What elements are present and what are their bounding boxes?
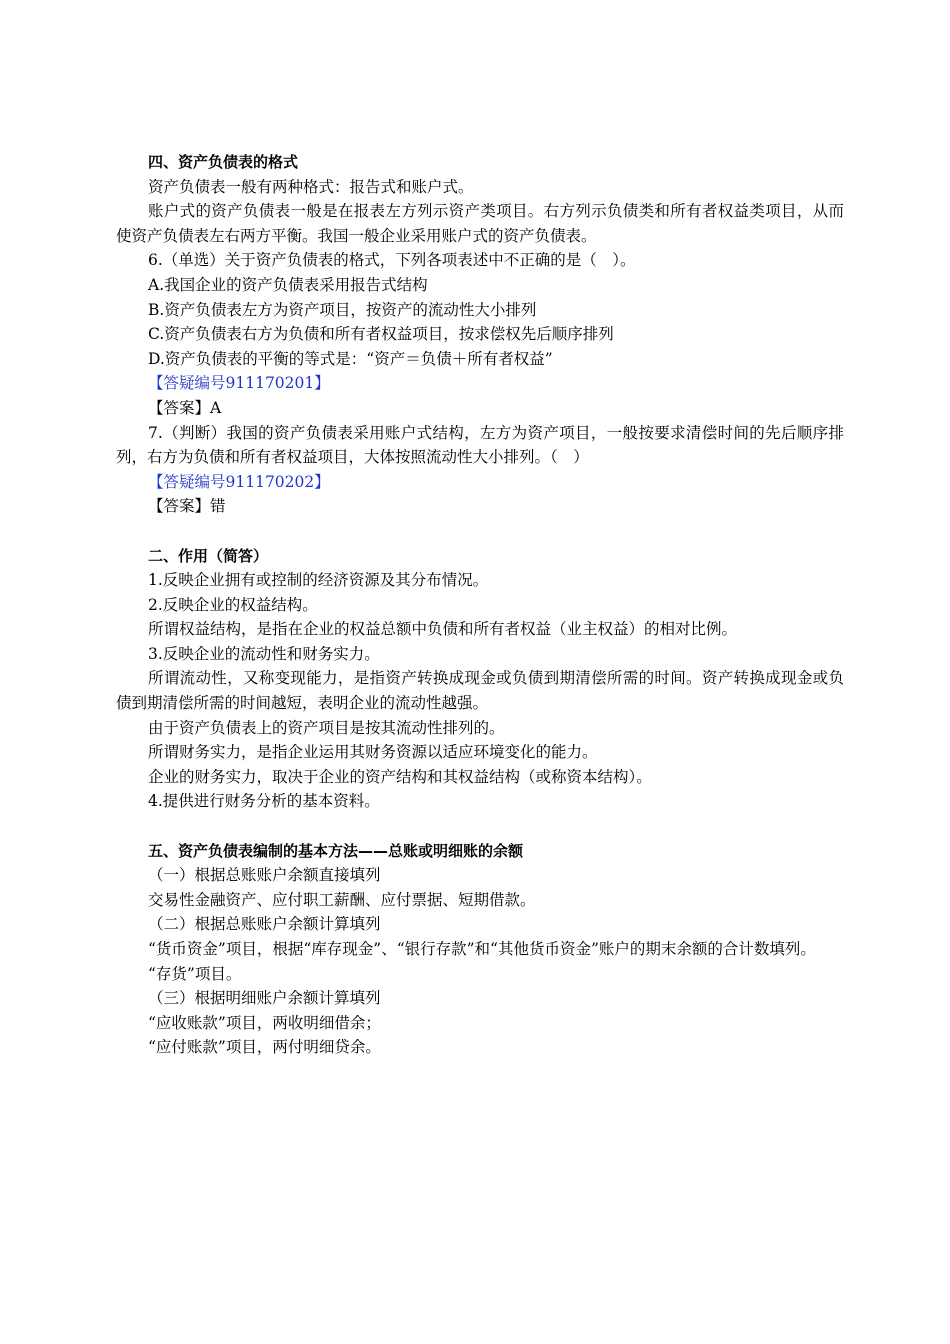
paragraph: 2.反映企业的权益结构。 bbox=[148, 595, 318, 614]
question-ref-link[interactable]: 【答疑编号911170202】 bbox=[148, 472, 330, 491]
paragraph: 所谓权益结构，是指在企业的权益总额中负债和所有者权益（业主权益）的相对比例。 bbox=[148, 620, 738, 639]
question-7: 7.（判断）我国的资产负债表采用账户式结构，左方为资产项目，一般按要求清偿时间的先后顺序排列，右方为负债和所有者权益项目，大体按照流动性大小排列。（ ） bbox=[116, 423, 844, 467]
section-heading-function: 二、作用（简答） bbox=[148, 546, 269, 565]
paragraph: “应收账款”项目，两收明细借余； bbox=[148, 1013, 381, 1032]
paragraph: 4.提供进行财务分析的基本资料。 bbox=[148, 792, 380, 811]
paragraph: 企业的财务实力，取决于企业的资产结构和其权益结构（或称资本结构）。 bbox=[148, 767, 652, 786]
section-heading-format: 四、资产负债表的格式 bbox=[148, 153, 299, 171]
paragraph: （二）根据总账账户余额计算填列 bbox=[148, 915, 381, 934]
answer: 【答案】A bbox=[148, 398, 222, 417]
paragraph: 账户式的资产负债表一般是在报表左方列示资产类项目。右方列示负债类和所有者权益类项目，从而使资产负债表左右两方平衡。我国一般企业采用账户式的资产负债表。 bbox=[116, 202, 844, 245]
paragraph: （一）根据总账账户余额直接填列 bbox=[148, 866, 381, 885]
spacer bbox=[116, 519, 844, 544]
paragraph: 所谓流动性，又称变现能力，是指资产转换成现金或负债到期清偿所需的时间。资产转换成现金或负债到期清偿所需的时间越短，表明企业的流动性越强。 bbox=[116, 669, 844, 713]
paragraph: “应付账款”项目，两付明细贷余。 bbox=[148, 1038, 381, 1057]
question-6: 6.（单选）关于资产负债表的格式，下列各项表述中不正确的是（ ）。 bbox=[148, 251, 636, 270]
answer: 【答案】错 bbox=[148, 497, 226, 516]
paragraph: 交易性金融资产、应付职工薪酬、应付票据、短期借款。 bbox=[148, 890, 536, 909]
question-ref-link[interactable]: 【答疑编号911170201】 bbox=[148, 374, 330, 393]
paragraph: 3.反映企业的流动性和财务实力。 bbox=[148, 644, 380, 663]
paragraph: 所谓财务实力，是指企业运用其财务资源以适应环境变化的能力。 bbox=[148, 743, 598, 762]
section-heading-method: 五、资产负债表编制的基本方法——总账或明细账的余额 bbox=[148, 841, 524, 860]
option-c: C.资产负债表右方为负债和所有者权益项目，按求偿权先后顺序排列 bbox=[148, 325, 614, 344]
paragraph: “存货”项目。 bbox=[148, 964, 242, 983]
paragraph: “货币资金”项目，根据“库存现金”、“银行存款”和“其他货币资金”账户的期末余额的合计数填列。 bbox=[148, 940, 816, 958]
paragraph: 资产负债表一般有两种格式：报告式和账户式。 bbox=[148, 177, 474, 196]
option-d: D.资产负债表的平衡的等式是：“资产＝负债＋所有者权益” bbox=[148, 349, 553, 368]
document-page bbox=[116, 150, 844, 1060]
paragraph: （三）根据明细账户余额计算填列 bbox=[148, 989, 381, 1008]
paragraph: 1.反映企业拥有或控制的经济资源及其分布情况。 bbox=[148, 571, 489, 590]
paragraph: 由于资产负债表上的资产项目是按其流动性排列的。 bbox=[148, 718, 505, 737]
option-b: B.资产负债表左方为资产项目，按资产的流动性大小排列 bbox=[148, 300, 537, 319]
option-a: A.我国企业的资产负债表采用报告式结构 bbox=[148, 275, 428, 294]
spacer bbox=[116, 814, 844, 839]
